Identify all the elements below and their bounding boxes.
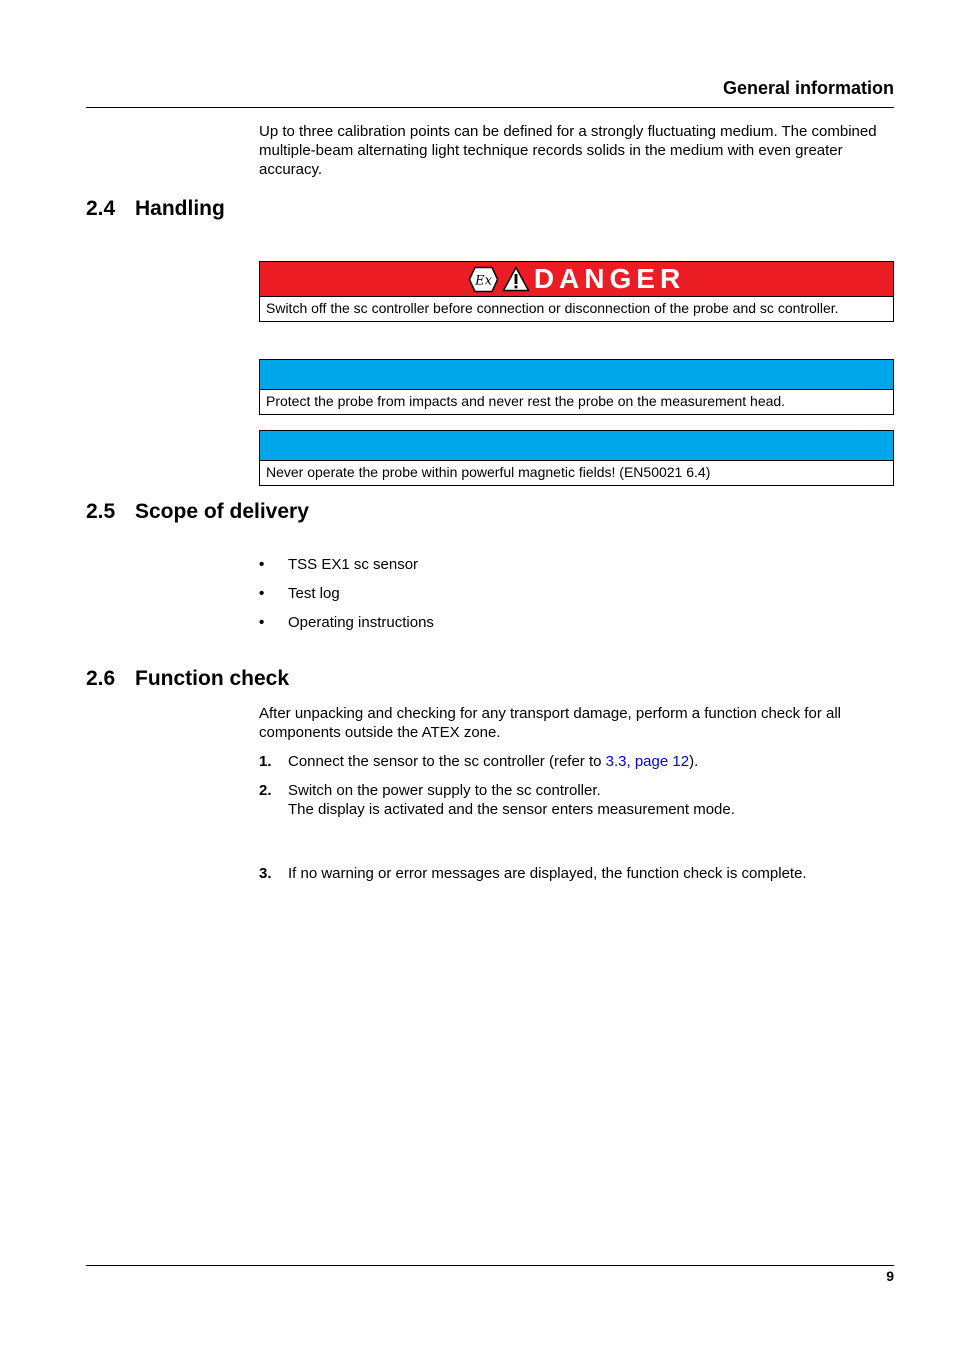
section-title: Function check	[135, 667, 290, 690]
atex-ex-label: Ex	[474, 273, 492, 288]
notice-header	[260, 360, 893, 390]
cross-reference-link[interactable]: 3.3, page 12	[605, 753, 690, 770]
step-text-part: Connect the sensor to the sc controller (refer to	[288, 753, 606, 770]
bullet: •	[259, 556, 265, 573]
step-number: 3.	[259, 865, 272, 882]
list-item	[259, 613, 889, 642]
section-number: 2.4	[86, 197, 116, 220]
section-title: Handling	[135, 197, 225, 220]
function-intro: After unpacking and checking for any transport damage, perform a function check for all components outside the ATEX zone.	[259, 705, 841, 741]
delivery-list	[259, 555, 889, 642]
section-heading-handling	[86, 197, 225, 221]
step-number: 1.	[259, 753, 272, 770]
section-heading-scope	[86, 500, 309, 524]
step-result-line: The display is activated and the sensor enters measurement mode.	[288, 801, 735, 818]
danger-text: Switch off the sc controller before connection or disconnection of the probe and sc controller.	[266, 300, 839, 316]
notice-box-impacts	[259, 359, 894, 415]
step-text: If no warning or error messages are displayed, the function check is complete.	[288, 865, 807, 882]
step-text-part: ).	[689, 753, 699, 770]
warning-triangle-icon	[502, 266, 530, 292]
intro-paragraph: Up to three calibration points can be defined for a strongly fluctuating medium. The combined multiple-beam alternating light technique records solids in the medium with even greater accuracy.	[259, 123, 877, 178]
section-heading-function	[86, 667, 289, 691]
bullet: •	[259, 585, 265, 602]
list-item-text: TSS EX1 sc sensor	[288, 556, 419, 573]
footer-rule	[86, 1265, 894, 1266]
list-item	[259, 555, 889, 584]
header-rule	[86, 107, 894, 108]
danger-header	[260, 262, 893, 297]
step-1	[259, 752, 899, 771]
step-2	[259, 781, 899, 819]
bullet: •	[259, 614, 265, 631]
notice-text: Protect the probe from impacts and never rest the probe on the measurement head.	[266, 393, 786, 409]
notice-box-magnetic	[259, 430, 894, 486]
notice-text: Never operate the probe within powerful magnetic fields! (EN50021 6.4)	[266, 464, 711, 480]
danger-box	[259, 261, 894, 322]
list-item-text: Test log	[288, 585, 340, 602]
delivery-list-container	[259, 555, 889, 642]
list-item	[259, 584, 889, 613]
atex-ex-icon	[468, 266, 499, 293]
step-3	[259, 864, 899, 883]
danger-word: DANGER	[533, 263, 686, 294]
step-text	[288, 781, 899, 819]
section-title: Scope of delivery	[135, 500, 309, 523]
running-header-title: General information	[722, 78, 894, 98]
step-number: 2.	[259, 782, 272, 799]
section-number: 2.6	[86, 667, 116, 690]
step-line: Switch on the power supply to the sc controller.	[288, 782, 601, 799]
step-text	[288, 752, 899, 771]
section-number: 2.5	[86, 500, 116, 523]
page-number: 9	[886, 1268, 894, 1284]
notice-header	[260, 431, 893, 461]
list-item-text: Operating instructions	[288, 614, 434, 631]
